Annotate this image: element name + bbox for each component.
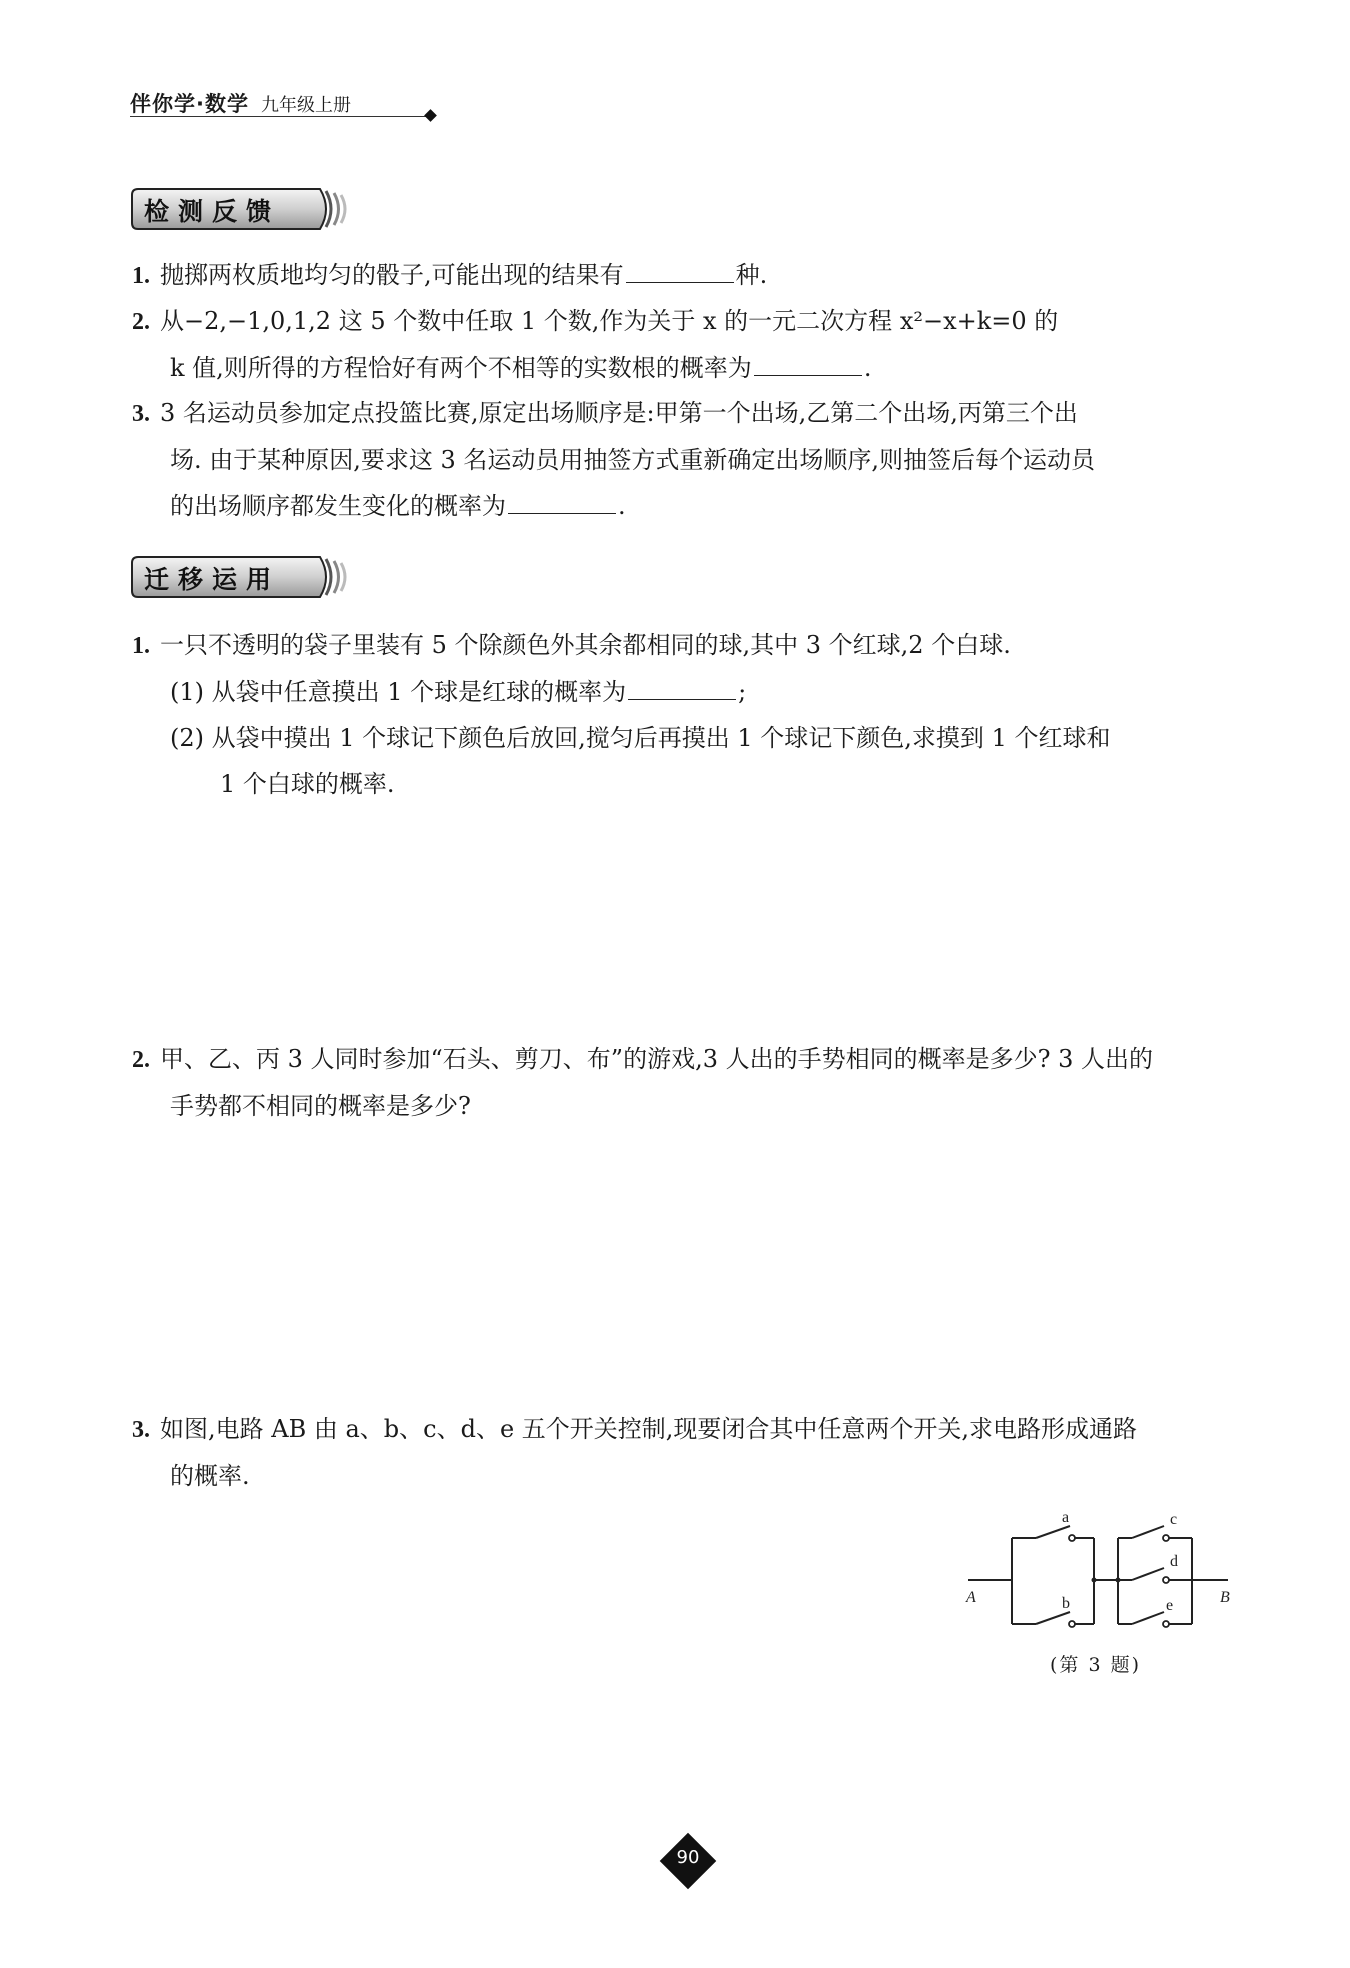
question-text: ; — [738, 678, 747, 706]
question-text: 抛掷两枚质地均匀的骰子,可能出现的结果有 — [160, 261, 624, 289]
sub-question-text: (1) 从袋中任意摸出 1 个球是红球的概率为 — [170, 678, 627, 706]
switch-label-e: e — [1166, 1597, 1174, 1614]
question-text: k 值,则所得的方程恰好有两个不相等的实数根的概率为 — [170, 354, 752, 382]
question-text: . — [863, 354, 872, 382]
switch-c — [1132, 1526, 1164, 1538]
switch-label-a: a — [1062, 1510, 1070, 1526]
node-label-B: B — [1220, 1589, 1230, 1606]
question-number: 3. — [132, 401, 150, 427]
section-title: 检测反馈 — [144, 197, 281, 226]
circuit-diagram — [960, 1510, 1240, 1650]
question-text: 如图,电路 AB 由 a、b、c、d、e 五个开关控制,现要闭合其中任意两个开关,求电路形成通路 — [160, 1415, 1138, 1443]
sub-question-text: 1 个白球的概率. — [220, 770, 395, 798]
feedback-question-2 — [132, 298, 1262, 391]
answer-blank[interactable] — [508, 485, 616, 514]
practice-question-1 — [132, 622, 1262, 807]
switch-a — [1036, 1526, 1070, 1538]
question-text: 的概率. — [170, 1462, 250, 1490]
question-text: 场. 由于某种原因,要求这 3 名运动员用抽签方式重新确定出场顺序,则抽签后每个运动员 — [170, 446, 1096, 474]
sub-question-text: (2) 从袋中摸出 1 个球记下颜色后放回,搅匀后再摸出 1 个球记下颜色,求摸到 1 个红球和 — [170, 724, 1111, 752]
question-text: . — [618, 492, 626, 520]
answer-blank[interactable] — [626, 254, 734, 283]
page-number-badge — [660, 1833, 716, 1889]
question-number: 3. — [132, 1417, 150, 1443]
question-number: 1. — [132, 633, 150, 659]
page-number: 90 — [676, 1847, 700, 1868]
question-text: 从−2,−1,0,1,2 这 5 个数中任取 1 个数,作为关于 x 的一元二次方程 x²−x+k=0 的 — [160, 307, 1059, 335]
question-text: 甲、乙、丙 3 人同时参加“石头、剪刀、布”的游戏,3 人出的手势相同的概率是多少? 3 人出的 — [160, 1045, 1153, 1073]
question-text: 一只不透明的袋子里装有 5 个除颜色外其余都相同的球,其中 3 个红球,2 个白球. — [160, 631, 1011, 659]
book-grade: 九年级上册 — [260, 95, 351, 116]
answer-blank[interactable] — [754, 347, 862, 376]
question-text: 种. — [735, 261, 768, 289]
feedback-question-1 — [132, 252, 1262, 299]
node-label-A: A — [966, 1589, 976, 1606]
switch-b — [1036, 1612, 1070, 1624]
feedback-question-3 — [132, 390, 1262, 529]
section-tab-practice — [130, 554, 354, 600]
question-number: 2. — [132, 1047, 150, 1073]
practice-question-3 — [132, 1406, 1262, 1499]
switch-label-c: c — [1170, 1511, 1178, 1528]
switch-label-b: b — [1062, 1595, 1070, 1612]
question-text: 3 名运动员参加定点投篮比赛,原定出场顺序是:甲第一个出场,乙第二个出场,丙第三个出 — [160, 399, 1078, 427]
figure-caption: (第 3 题) — [1050, 1654, 1141, 1676]
book-brand: 伴你学·数学 — [130, 92, 249, 116]
answer-blank[interactable] — [628, 671, 736, 700]
header-rule — [130, 116, 430, 117]
switch-e — [1132, 1612, 1164, 1624]
switch-label-d: d — [1170, 1553, 1178, 1570]
switch-d — [1132, 1568, 1164, 1580]
question-number: 2. — [132, 309, 150, 335]
question-text: 的出场顺序都发生变化的概率为 — [170, 492, 506, 520]
practice-question-2 — [132, 1036, 1262, 1129]
section-tab-feedback — [130, 186, 354, 232]
question-text: 手势都不相同的概率是多少? — [170, 1092, 471, 1120]
question-number: 1. — [132, 263, 150, 289]
section-title: 迁移运用 — [144, 565, 281, 594]
